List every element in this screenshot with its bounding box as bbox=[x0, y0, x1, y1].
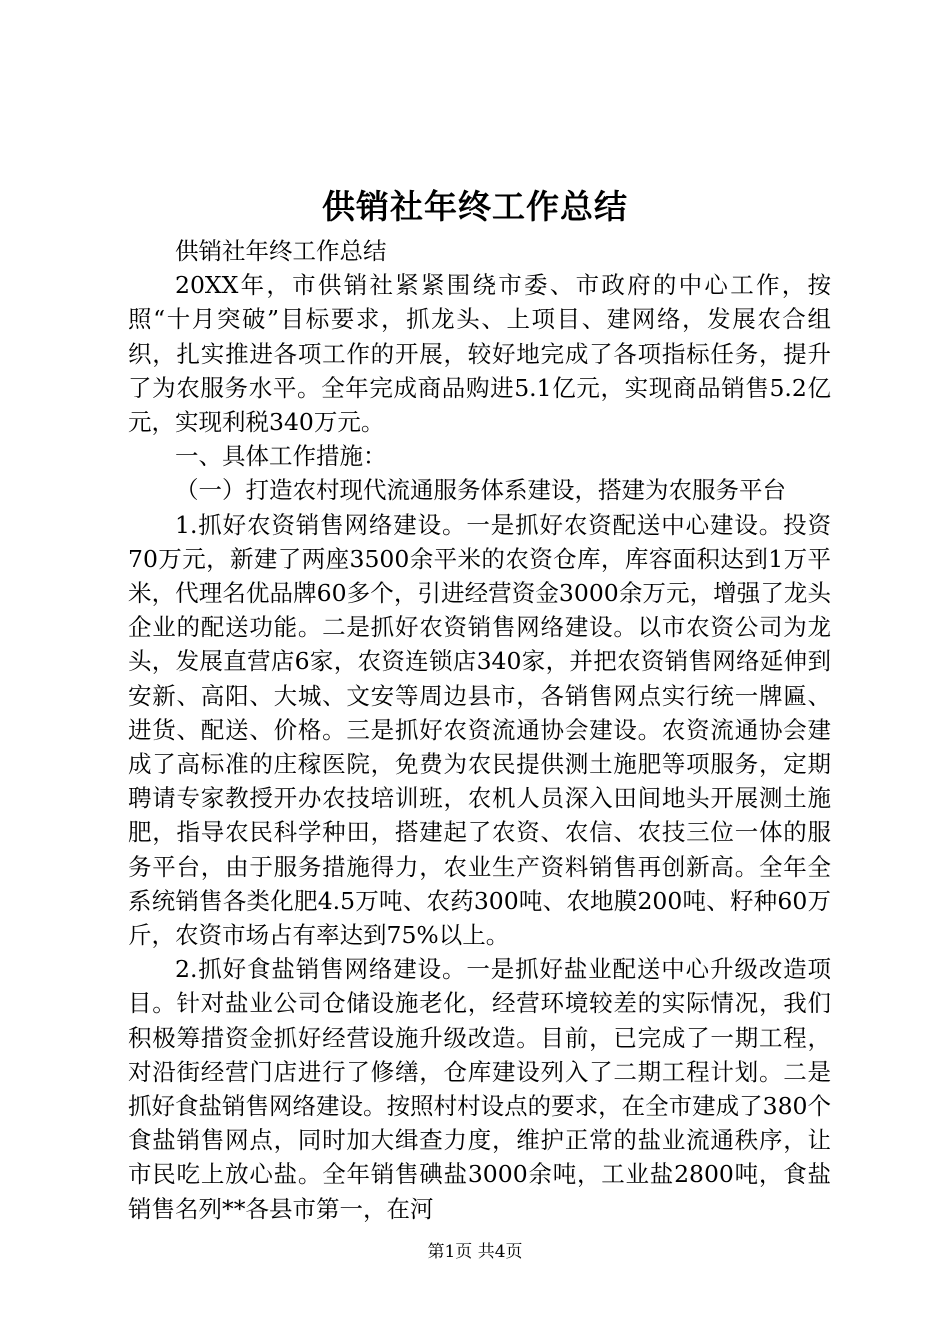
subsection-heading: （一）打造农村现代流通服务体系建设，搭建为农服务平台 bbox=[175, 476, 786, 505]
document-body bbox=[128, 234, 831, 1226]
section-heading: 一、具体工作措施： bbox=[175, 442, 387, 471]
paragraph-subtitle: 供销社年终工作总结 bbox=[175, 237, 387, 265]
page-title: 供销社年终工作总结 bbox=[322, 187, 628, 226]
paragraph-item-2: 2.抓好食盐销售网络建设。一是抓好盐业配送中心升级改造项目。针对盐业公司仓储设施老化，经营环境较差的实际情况，我们积极筹措资金抓好经营设施升级改造。目前，已完成了一期工程，对沿街经营门店进行了修缮，仓库建设列入了二期工程计划。二是抓好食盐销售网络建设。按照村村设点的要求，在全市建成了380个食盐销售网点，同时加大缉查力度，维护正常的盐业流通秩序，让市民吃上放心盐。全年销售碘盐3000余吨，工业盐2800吨，食盐销售名列**各县市第一，在河 bbox=[128, 955, 831, 1223]
paragraph-intro: 20XX年，市供销社紧紧围绕市委、市政府的中心工作，按照“十月突破”目标要求，抓龙头、上项目、建网络，发展农合组织，扎实推进各项工作的开展，较好地完成了各项指标任务，提升了为农服务水平。全年完成商品购进5.1亿元，实现商品销售5.2亿元，实现利税340万元。 bbox=[128, 271, 831, 437]
page-footer: 第1页 共4页 bbox=[427, 1242, 523, 1262]
paragraph-item-1: 1.抓好农资销售网络建设。一是抓好农资配送中心建设。投资70万元，新建了两座3500余平米的农资仓库，库容面积达到1万平米，代理名优品牌60多个，引进经营资金3000余万元，增强了龙头企业的配送功能。二是抓好农资销售网络建设。以市农资公司为龙头，发展直营店6家，农资连锁店340家，并把农资销售网络延伸到安新、高阳、大城、文安等周边县市，各销售网点实行统一牌匾、进货、配送、价格。三是抓好农资流通协会建设。农资流通协会建成了高标准的庄稼医院，免费为农民提供测土施肥等项服务，定期聘请专家教授开办农技培训班，农机人员深入田间地头开展测土施肥，指导农民科学种田，搭建起了农资、农信、农技三位一体的服务平台，由于服务措施得力，农业生产资料销售再创新高。全年全系统销售各类化肥4.5万吨、农药300吨、农地膜200吨、籽种60万斤，农资市场占有率达到75%以上。 bbox=[128, 510, 831, 950]
